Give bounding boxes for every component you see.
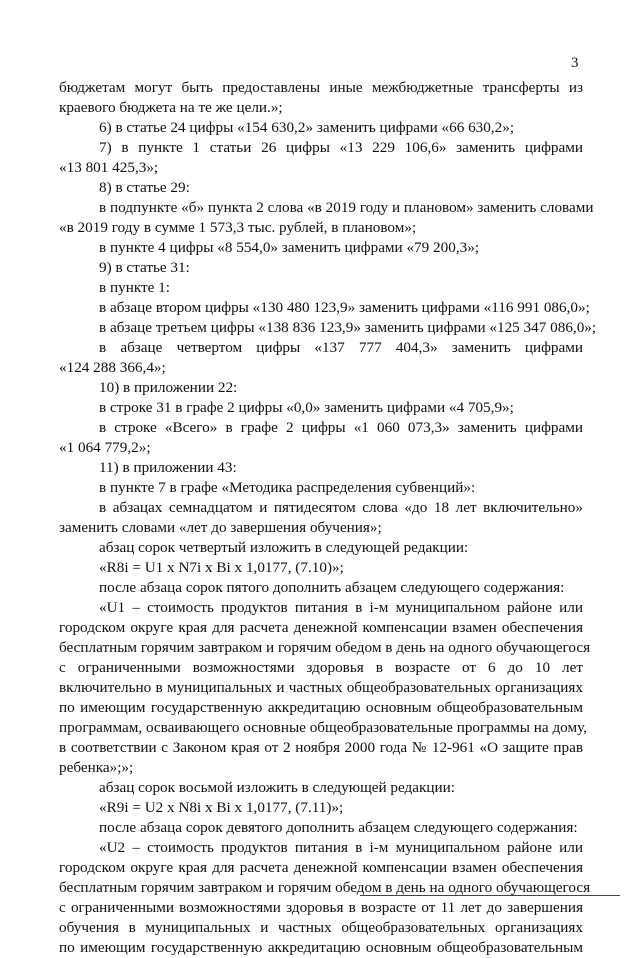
text-line: «1 064 779,2»;	[59, 439, 151, 456]
text-line: в пункте 7 в графе «Методика распределения субвенций»:	[99, 479, 476, 496]
text-line: «R8i = U1 x N7i x Bi x 1,0177, (7.10)»;	[99, 559, 344, 576]
footer-rule	[360, 895, 620, 896]
text-line: городском округе края для расчета денежной компенсации взамен обеспечения	[59, 859, 583, 876]
text-line: после абзаца сорок пятого дополнить абзацем следующего содержания:	[99, 579, 565, 596]
text-line: ребенка»;»;	[59, 759, 134, 776]
text-line: «124 288 366,4»;	[59, 359, 166, 376]
text-line: абзац сорок четвертый изложить в следующей редакции:	[99, 539, 469, 556]
document-body	[59, 78, 597, 958]
text-line: бесплатным горячим завтраком и горячим обедом в день на одного обучающегося	[59, 639, 591, 656]
text-line: в пункте 4 цифры «8 554,0» заменить цифрами «79 200,3»;	[99, 239, 480, 256]
text-line: в строке 31 в графе 2 цифры «0,0» заменить цифрами «4 705,9»;	[99, 399, 514, 416]
text-line: в пункте 1:	[99, 279, 170, 296]
text-line: программам, осваивающего основные общеобразовательные программы на дому,	[59, 719, 587, 736]
text-line: 8) в статье 29:	[99, 179, 190, 196]
text-line: по имеющим государственную аккредитацию основным общеобразовательным	[59, 699, 583, 716]
text-line: 10) в приложении 22:	[99, 379, 238, 396]
text-line: краевого бюджета на те же цели.»;	[59, 99, 283, 116]
text-line: включительно в муниципальных и частных общеобразовательных организациях	[59, 679, 583, 696]
text-line: по имеющим государственную аккредитацию основным общеобразовательным	[59, 939, 583, 956]
text-line: «R9i = U2 x N8i x Bi x 1,0177, (7.11)»;	[99, 799, 344, 816]
text-line: 11) в приложении 43:	[99, 459, 237, 476]
text-line: обучения в муниципальных и частных общеобразовательных организациях	[59, 919, 583, 936]
text-line: в строке «Всего» в графе 2 цифры «1 060 073,3» заменить цифрами	[99, 419, 583, 436]
text-line: «в 2019 году в сумме 1 573,3 тыс. рублей, в плановом»;	[59, 219, 417, 236]
text-line: в абзаце четвертом цифры «137 777 404,3» заменить цифрами	[99, 339, 583, 356]
page-number: 3	[571, 55, 579, 71]
text-line: 7) в пункте 1 статьи 26 цифры «13 229 106,6» заменить цифрами	[99, 139, 583, 156]
text-line: 9) в статье 31:	[99, 259, 190, 276]
text-line: городском округе края для расчета денежной компенсации взамен обеспечения	[59, 619, 583, 636]
text-line: после абзаца сорок девятого дополнить абзацем следующего содержания:	[99, 819, 578, 836]
text-line: в абзаце третьем цифры «138 836 123,9» заменить цифрами «125 347 086,0»;	[99, 319, 597, 336]
text-line: с ограниченными возможностями здоровья в возрасте от 6 до 10 лет	[59, 659, 583, 676]
text-line: в абзацах семнадцатом и пятидесятом слова «до 18 лет включительно»	[99, 499, 583, 516]
text-line: «U1 – стоимость продуктов питания в i-м муниципальном районе или	[99, 599, 583, 616]
text-line: бесплатным горячим завтраком и горячим обедом в день на одного обучающегося	[59, 879, 591, 896]
text-line: «U2 – стоимость продуктов питания в i-м муниципальном районе или	[99, 839, 583, 856]
text-line: с ограниченными возможностями здоровья в возрасте от 11 лет до завершения	[59, 899, 583, 916]
text-line: в подпункте «б» пункта 2 слова «в 2019 году и плановом» заменить словами	[99, 199, 594, 216]
text-line: заменить словами «лет до завершения обучения»;	[59, 519, 382, 536]
text-line: бюджетам могут быть предоставлены иные межбюджетные трансферты из	[59, 79, 583, 96]
text-line: в абзаце втором цифры «130 480 123,9» заменить цифрами «116 991 086,0»;	[99, 299, 590, 316]
text-line: абзац сорок восьмой изложить в следующей редакции:	[99, 779, 456, 796]
text-line: «13 801 425,3»;	[59, 159, 159, 176]
text-line: в соответствии с Законом края от 2 ноября 2000 года № 12-961 «О защите прав	[59, 739, 583, 756]
text-line: 6) в статье 24 цифры «154 630,2» заменить цифрами «66 630,2»;	[99, 119, 515, 136]
